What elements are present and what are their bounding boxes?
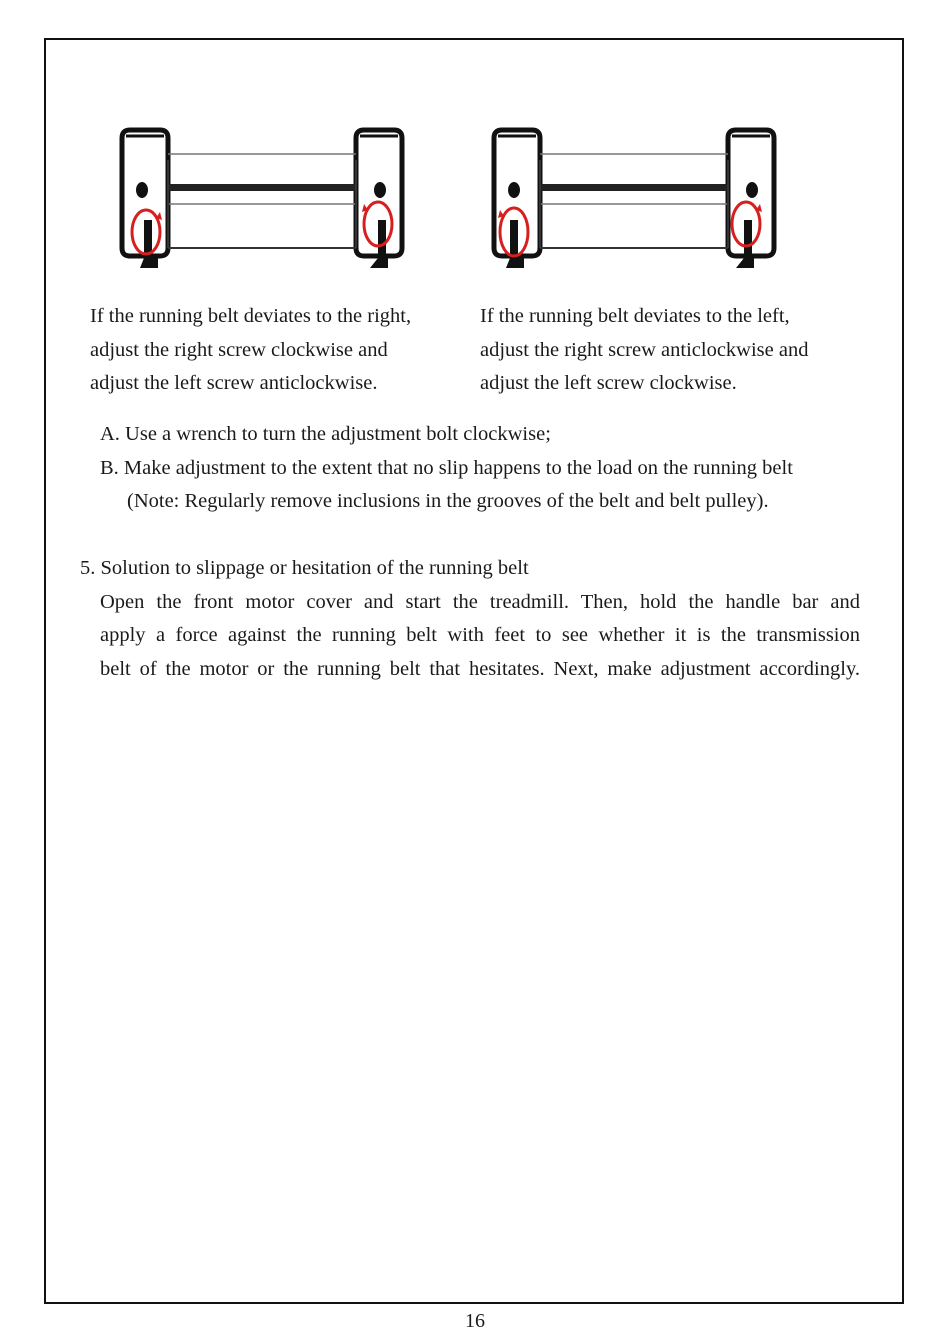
treadmill-figure-right-deviation: [112, 120, 412, 280]
caption-right-deviation: [90, 300, 411, 401]
caption-left-deviation: [480, 300, 808, 401]
treadmill-rear-illustration: [484, 120, 784, 280]
step-b: B. Make adjustment to the extent that no slip happens to the load on the running belt: [100, 456, 793, 479]
caption-line: If the running belt deviates to the left,: [480, 305, 790, 327]
caption-line: If the running belt deviates to the right,: [90, 305, 412, 327]
page-number: 16: [465, 1310, 485, 1332]
caption-line: adjust the right screw clockwise and: [90, 338, 388, 361]
treadmill-figure-left-deviation: [484, 120, 784, 280]
caption-line: adjust the left screw anticlockwise.: [90, 372, 378, 394]
section-5: [80, 552, 860, 686]
caption-line: adjust the right screw anticlockwise and: [480, 338, 809, 361]
adjustment-steps: [100, 418, 793, 519]
section-body-line: belt of the motor or the running belt that hesitates. Next, make adjustment accordingly.: [100, 657, 860, 680]
section-body-line: Open the front motor cover and start the treadmill. Then, hold the handle bar and: [100, 590, 860, 613]
section-body-line: apply a force against the running belt with feet to see whether it is the transmission: [100, 624, 860, 646]
section-body: [100, 586, 860, 687]
caption-line: adjust the left screw clockwise.: [480, 372, 737, 394]
step-b-note: (Note: Regularly remove inclusions in the grooves of the belt and belt pulley).: [127, 490, 769, 512]
step-a: A. Use a wrench to turn the adjustment bolt clockwise;: [100, 423, 551, 445]
treadmill-rear-illustration: [112, 120, 412, 280]
section-heading: 5. Solution to slippage or hesitation of the running belt: [80, 557, 529, 579]
